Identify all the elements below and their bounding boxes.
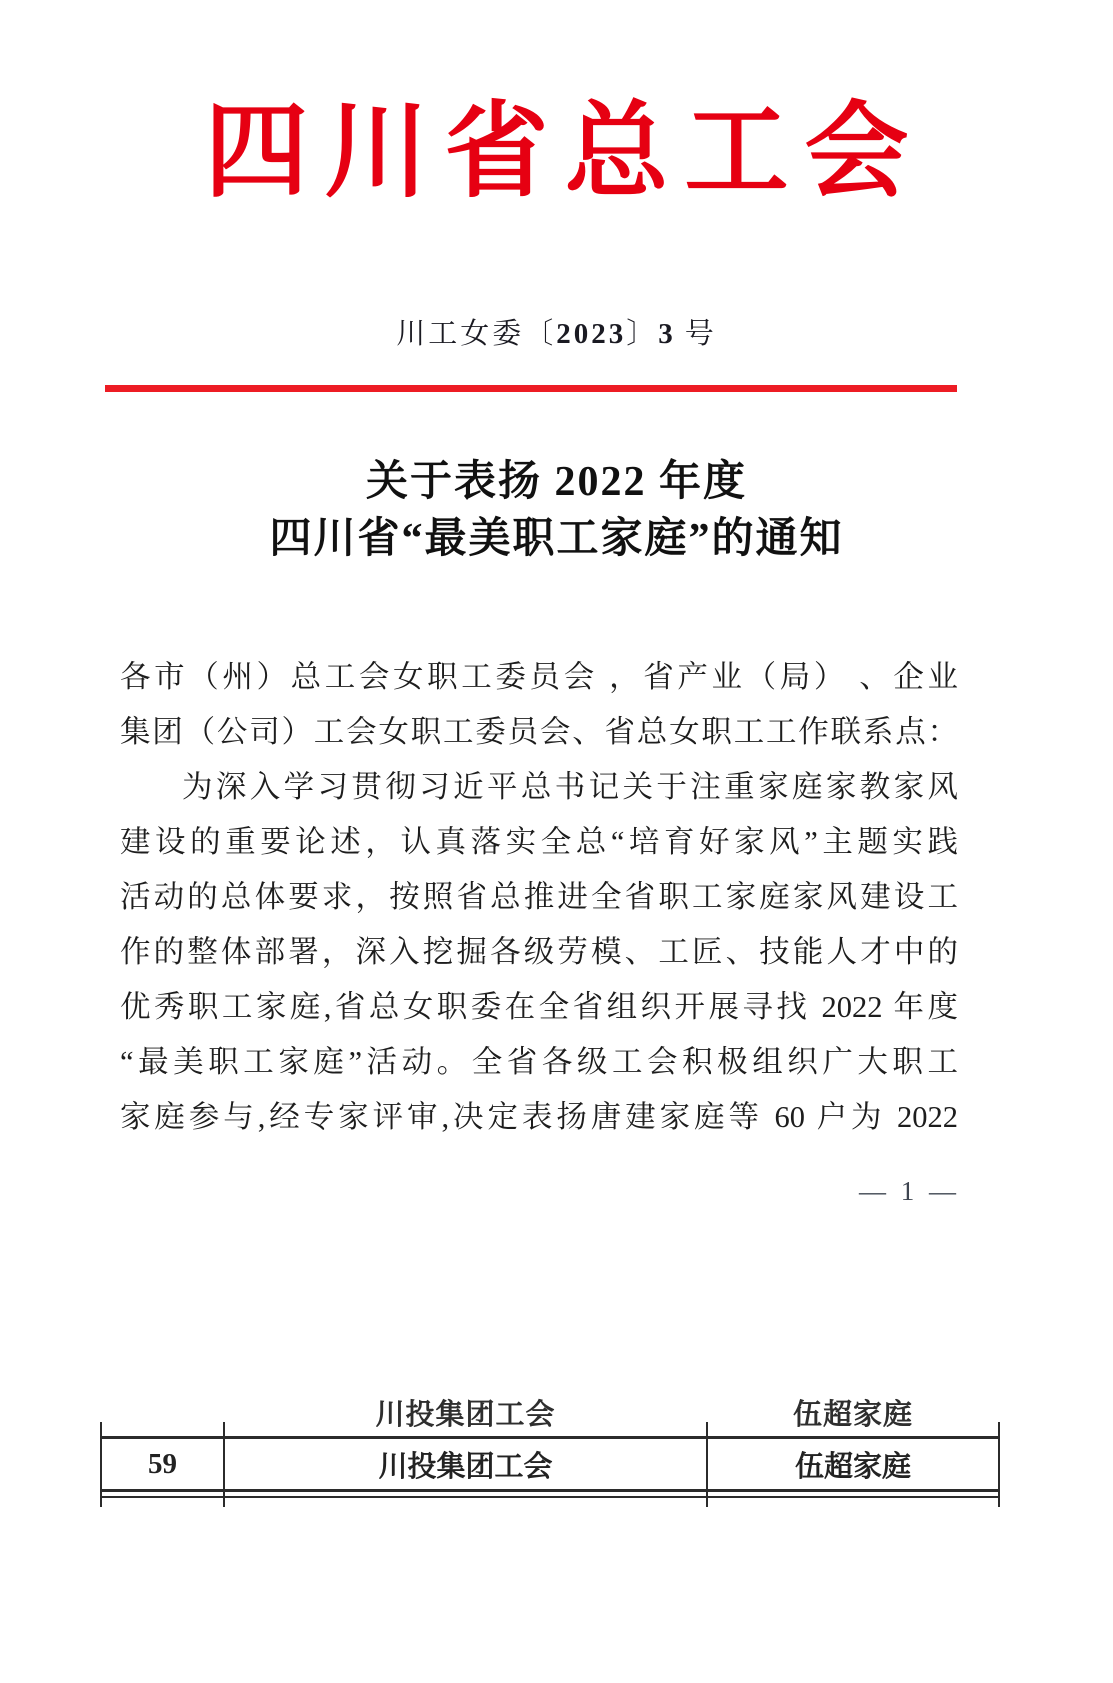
cell-org-clipped: 川投集团工会 xyxy=(225,1422,708,1436)
notice-title-line1: 关于表扬 2022 年度 xyxy=(365,459,747,506)
table-row-stub xyxy=(100,1498,1000,1507)
table-row-gap xyxy=(100,1492,1000,1496)
table-row xyxy=(100,1436,1000,1492)
doc-number xyxy=(0,315,1113,353)
salutation-line: 各市（州）总工会女职工委员会 ，省产业（局） 、企业 xyxy=(120,660,958,695)
salutation-line: 集团（公司）工会女职工委员会、省总女职工工作联系点： xyxy=(120,715,958,750)
paragraph-line: “最美职工家庭”活动。全省各级工会积极组织广大职工 xyxy=(120,1045,958,1080)
cell-family-clipped: 伍超家庭 xyxy=(708,1422,1000,1436)
letterhead-title: 四川省总工会 xyxy=(204,95,925,210)
honor-list-table-fragment xyxy=(100,1399,1000,1507)
paragraph-line: 活动的总体要求，按照省总推进全省职工家庭家风建设工 xyxy=(120,880,958,915)
cell-family: 伍超家庭 xyxy=(708,1439,1000,1489)
notice-title-line2: 四川省“最美职工家庭”的通知 xyxy=(269,516,844,563)
cell-serial-clipped xyxy=(100,1422,225,1436)
page-number: — 1 — xyxy=(859,1176,960,1207)
paragraph-line: 作的整体部署，深入挖掘各级劳模、工匠、技能人才中的 xyxy=(120,935,958,970)
doc-number-prefix: 川工女委 xyxy=(396,318,525,351)
cell-org: 川投集团工会 xyxy=(225,1439,708,1489)
table-row-clipped-top xyxy=(100,1399,1000,1436)
cell-serial: 59 xyxy=(100,1439,225,1489)
doc-number-year: 2023 xyxy=(556,318,627,351)
paragraph-line: 家庭参与,经专家评审,决定表扬唐建家庭等 60 户为 2022 xyxy=(120,1100,958,1135)
doc-number-bracket-close: 〕 xyxy=(626,318,659,351)
document-page xyxy=(0,84,1113,1683)
doc-number-bracket-open: 〔 xyxy=(524,318,557,351)
paragraph-line: 优秀职工家庭,省总女职委在全省组织开展寻找 2022 年度 xyxy=(120,990,958,1025)
doc-number-suffix: 号 xyxy=(684,318,717,351)
paragraph-line: 建设的重要论述，认真落实全总“培育好家风”主题实践 xyxy=(120,825,958,860)
red-divider-rule xyxy=(105,385,957,392)
body-text xyxy=(120,650,958,1145)
paragraph-line: 为深入学习贯彻习近平总书记关于注重家庭家教家风 xyxy=(182,770,958,805)
notice-title xyxy=(0,454,1113,568)
doc-number-serial: 3 xyxy=(658,318,676,351)
